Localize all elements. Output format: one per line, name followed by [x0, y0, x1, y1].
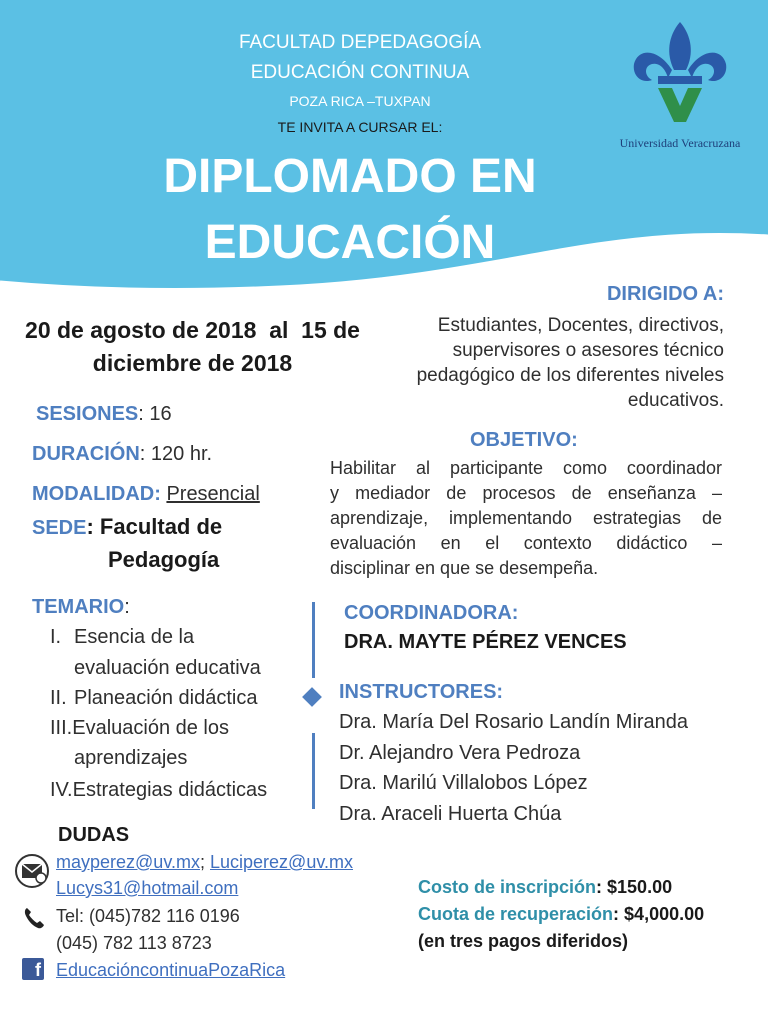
sede-label: SEDE — [32, 517, 87, 539]
cuota-value: : $4,000.00 — [613, 904, 705, 924]
phone-1: Tel: (045)782 116 0196 — [56, 906, 240, 926]
fleur-de-lis-icon — [628, 18, 732, 128]
sesiones-label: SESIONES — [36, 403, 139, 425]
temario-item — [50, 776, 267, 805]
dirigido-line: Estudiantes, Docentes, directivos, — [437, 315, 724, 336]
pagos-nota: (en tres pagos diferidos) — [418, 931, 629, 951]
diamond-icon — [302, 687, 322, 707]
logo-text: Universidad Veracruzana — [619, 136, 741, 150]
dirigido-line: pedagógico de los diferentes niveles — [416, 365, 724, 386]
phone-2: (045) 782 113 8723 — [56, 933, 212, 953]
modalidad — [32, 483, 260, 506]
temario-colon: : — [124, 596, 130, 618]
sede — [32, 514, 222, 540]
dirigido-heading: DIRIGIDO A: — [606, 283, 724, 305]
sede-value-1: : Facultad de — [86, 514, 223, 539]
cuota-recuperacion — [418, 904, 704, 925]
email-link[interactable]: Lucys31@hotmail.com — [56, 878, 239, 898]
email-link[interactable]: mayperez@uv.mx — [56, 852, 200, 872]
divider-line-top — [312, 602, 315, 678]
campus-name: POZA RICA –TUXPAN — [289, 93, 431, 109]
coordinadora-heading: COORDINADORA: — [344, 602, 519, 624]
dates-line-1: 20 de agosto de 2018 al 15 de — [25, 317, 360, 343]
faculty-name: FACULTAD DEPEDAGOGÍA — [238, 32, 482, 53]
modalidad-label: MODALIDAD: — [32, 483, 167, 505]
dudas-heading: DUDAS — [58, 824, 130, 846]
dirigido-text — [417, 313, 724, 413]
temario-item — [50, 623, 194, 652]
title-line-2: EDUCACIÓN — [204, 216, 496, 269]
title-line-1: DIPLOMADO EN — [163, 150, 537, 203]
costo-label: Costo de inscripción — [418, 877, 597, 897]
course-dates — [5, 314, 380, 380]
duracion-label: DURACIÓN — [32, 443, 140, 465]
instructores-heading: INSTRUCTORES: — [339, 681, 504, 703]
cuota-label: Cuota de recuperación — [418, 904, 614, 924]
coordinadora-name: DRA. MAYTE PÉREZ VENCES — [344, 631, 627, 653]
facebook-icon: f — [22, 958, 44, 980]
instructor-name: Dra. Araceli Huerta Chúa — [339, 803, 562, 825]
sesiones-value: : 16 — [138, 403, 172, 425]
temario-label: TEMARIO — [32, 596, 125, 618]
instructor-name: Dra. María Del Rosario Landín Miranda — [339, 711, 689, 733]
sede-value-2: Pedagogía — [108, 547, 220, 572]
objetivo-line: evaluación en el contexto didáctico – — [330, 533, 722, 553]
objetivo-line: Habilitar al participante como coordinador — [330, 458, 722, 478]
temario-item — [50, 714, 229, 743]
temario-num: I. — [50, 626, 62, 648]
dirigido-line: supervisores o asesores técnico — [452, 340, 724, 361]
objetivo-line: y mediador de procesos de enseñanza – — [330, 483, 722, 503]
costo-value: : $150.00 — [596, 877, 673, 897]
duracion — [32, 443, 212, 466]
objetivo-line: disciplinar en que se desempeña. — [330, 558, 599, 578]
email-link[interactable]: Luciperez@uv.mx — [210, 852, 353, 872]
temario-item — [74, 654, 261, 683]
instructor-name: Dra. Marilú Villalobos López — [339, 772, 588, 794]
temario-text: Evaluación de los — [72, 717, 230, 739]
duracion-value: : 120 hr. — [139, 443, 213, 465]
temario-text: Esencia de la — [74, 626, 195, 648]
dates-line-2: diciembre de 2018 — [92, 350, 293, 376]
objetivo-text — [330, 456, 722, 581]
phone-icon — [22, 906, 46, 930]
temario-item — [50, 684, 257, 713]
temario-num: II. — [50, 687, 67, 709]
department-name: EDUCACIÓN CONTINUA — [250, 62, 470, 83]
dirigido-line: educativos. — [627, 390, 724, 411]
facebook-line — [56, 960, 285, 981]
costo-inscripcion — [418, 877, 672, 898]
instructor-name: Dr. Alejandro Vera Pedroza — [339, 742, 581, 764]
email-separator: ; — [199, 852, 210, 872]
objetivo-heading: OBJETIVO: — [470, 429, 578, 451]
temario-heading — [32, 596, 130, 619]
temario-num: III. — [50, 717, 73, 739]
sesiones — [36, 403, 172, 426]
temario-item — [74, 744, 187, 773]
university-logo — [600, 18, 760, 158]
invitation-text: TE INVITA A CURSAR EL: — [277, 119, 443, 135]
temario-text: Planeación didáctica — [74, 687, 258, 709]
temario-text: Estrategias didácticas — [72, 779, 268, 801]
modalidad-value: Presencial — [166, 483, 260, 505]
temario-text: evaluación educativa — [74, 657, 261, 679]
email-line-2 — [56, 878, 238, 899]
facebook-link[interactable]: EducacióncontinuaPozaRica — [56, 960, 286, 980]
objetivo-line: aprendizaje, implementando estrategias de — [330, 508, 722, 528]
temario-num: IV. — [50, 779, 73, 801]
email-line-1 — [56, 852, 353, 873]
email-icon — [14, 853, 50, 889]
temario-text: aprendizajes — [74, 747, 188, 769]
divider-line-bottom — [312, 733, 315, 809]
